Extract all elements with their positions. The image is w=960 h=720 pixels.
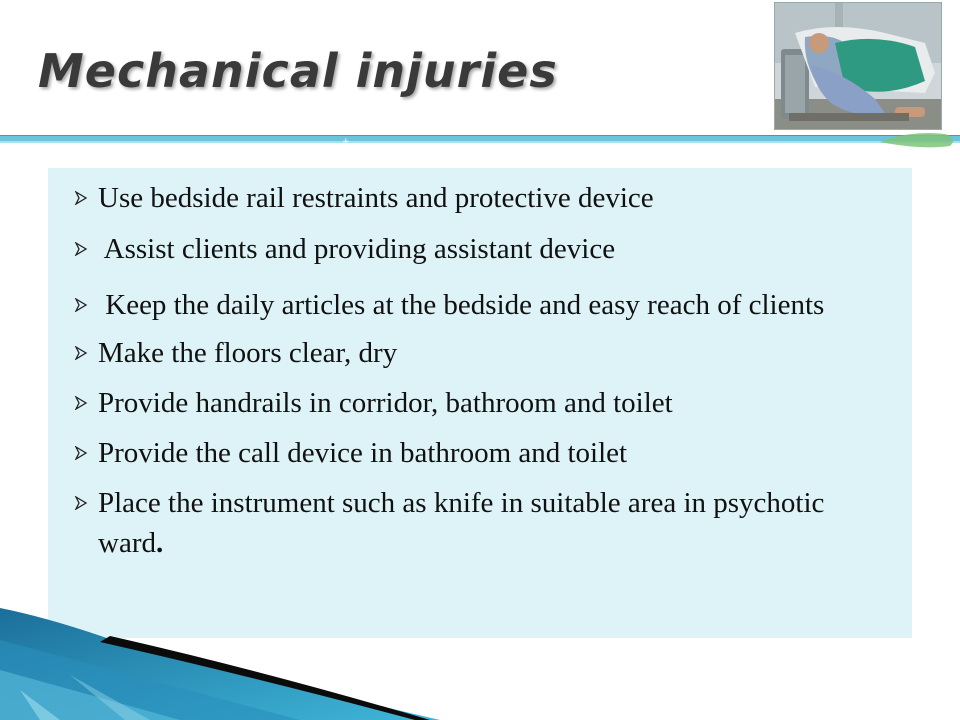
svg-text:+: +: [342, 137, 350, 147]
bullet-item: [74, 285, 894, 325]
bullet-list: [74, 178, 894, 574]
bullet-item: [74, 383, 894, 423]
bullet-item: [74, 333, 894, 373]
corner-decoration: [0, 580, 960, 720]
patient-in-hospital-bed-image: [775, 3, 942, 130]
bullet-item: [74, 433, 894, 473]
arrow-bullet-icon: [74, 496, 88, 510]
bullet-item: [74, 178, 894, 218]
arrow-bullet-icon: [74, 191, 88, 205]
arrow-bullet-icon: [74, 396, 88, 410]
bullet-text: Make the floors clear, dry: [98, 337, 398, 369]
bullet-item: [74, 229, 894, 269]
bullet-item: [74, 483, 894, 563]
bullet-text-period: .: [155, 527, 164, 559]
bullet-text: Use bedside rail restraints and protective device: [98, 182, 654, 214]
bullet-text: [98, 487, 824, 559]
header-divider-line: [0, 128, 960, 152]
bullet-text: Keep the daily articles at the bedside and easy reach of clients: [98, 289, 825, 321]
bullet-text: Provide handrails in corridor, bathroom and toilet: [98, 387, 673, 419]
arrow-bullet-icon: [74, 298, 88, 312]
bullet-text: Assist clients and providing assistant device: [98, 233, 616, 265]
patient-bed-photo: [774, 2, 942, 130]
bullet-text: Provide the call device in bathroom and toilet: [98, 437, 628, 469]
bullet-text-body: Place the instrument such as knife in suitable area in psychotic ward: [98, 487, 825, 559]
arrow-bullet-icon: [74, 242, 88, 256]
arrow-bullet-icon: [74, 346, 88, 360]
slide-title: Mechanical injuries: [38, 44, 558, 98]
arrow-bullet-icon: [74, 446, 88, 460]
